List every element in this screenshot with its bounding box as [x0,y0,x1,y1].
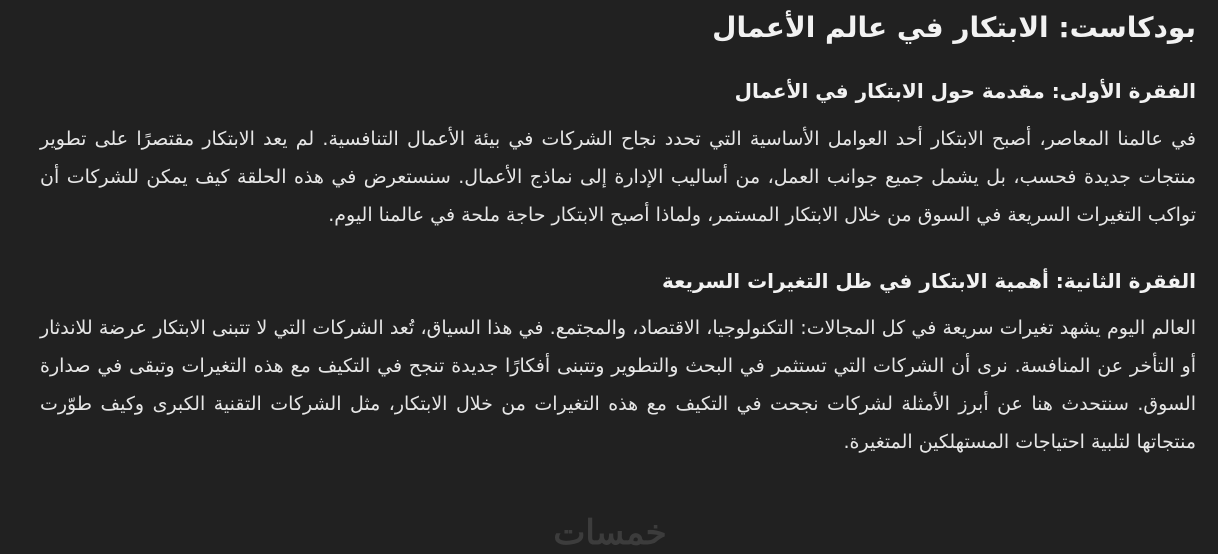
section-heading-second: الفقرة الثانية: أهمية الابتكار في ظل التغيرات السريعة [662,269,1196,293]
section-heading-first: الفقرة الأولى: مقدمة حول الابتكار في الأعمال [734,79,1196,103]
section-paragraph-second: العالم اليوم يشهد تغيرات سريعة في كل المجالات: التكنولوجيا، الاقتصاد، والمجتمع. في هذا السياق، تُعد الشركات التي لا تتبنى الابتكار عرضة للاندثار أو التأخر عن المنافسة. نرى أن الشركات التي تستثمر في البحث والتطوير وتتبنى أفكارًا جديدة تنجح في التكيف مع هذه التغيرات وتبقى في صدارة السوق. سنتحدث هنا عن أبرز الأمثلة لشركات نجحت في التكيف مع هذه التغيرات من خلال الابتكار، مثل الشركات التقنية الكبرى وكيف طوّرت منتجاتها لتلبية احتياجات المستهلكين المتغيرة. [40,317,1196,453]
document [40,0,1196,461]
page-title: بودكاست: الابتكار في عالم الأعمال [712,11,1196,44]
section-paragraph-first: في عالمنا المعاصر، أصبح الابتكار أحد العوامل الأساسية التي تحدد نجاح الشركات في بيئة الأعمال التنافسية. لم يعد الابتكار مقتصرًا على تطوير منتجات جديدة فحسب، بل يشمل جميع جوانب العمل، من أساليب الإدارة إلى نماذج الأعمال. سنستعرض في هذه الحلقة كيف يمكن للشركات أن تواكب التغيرات السريعة في السوق من خلال الابتكار المستمر، ولماذا أصبح الابتكار حاجة ملحة في عالمنا اليوم. [40,128,1196,226]
watermark-logo: خمسات [553,513,667,553]
